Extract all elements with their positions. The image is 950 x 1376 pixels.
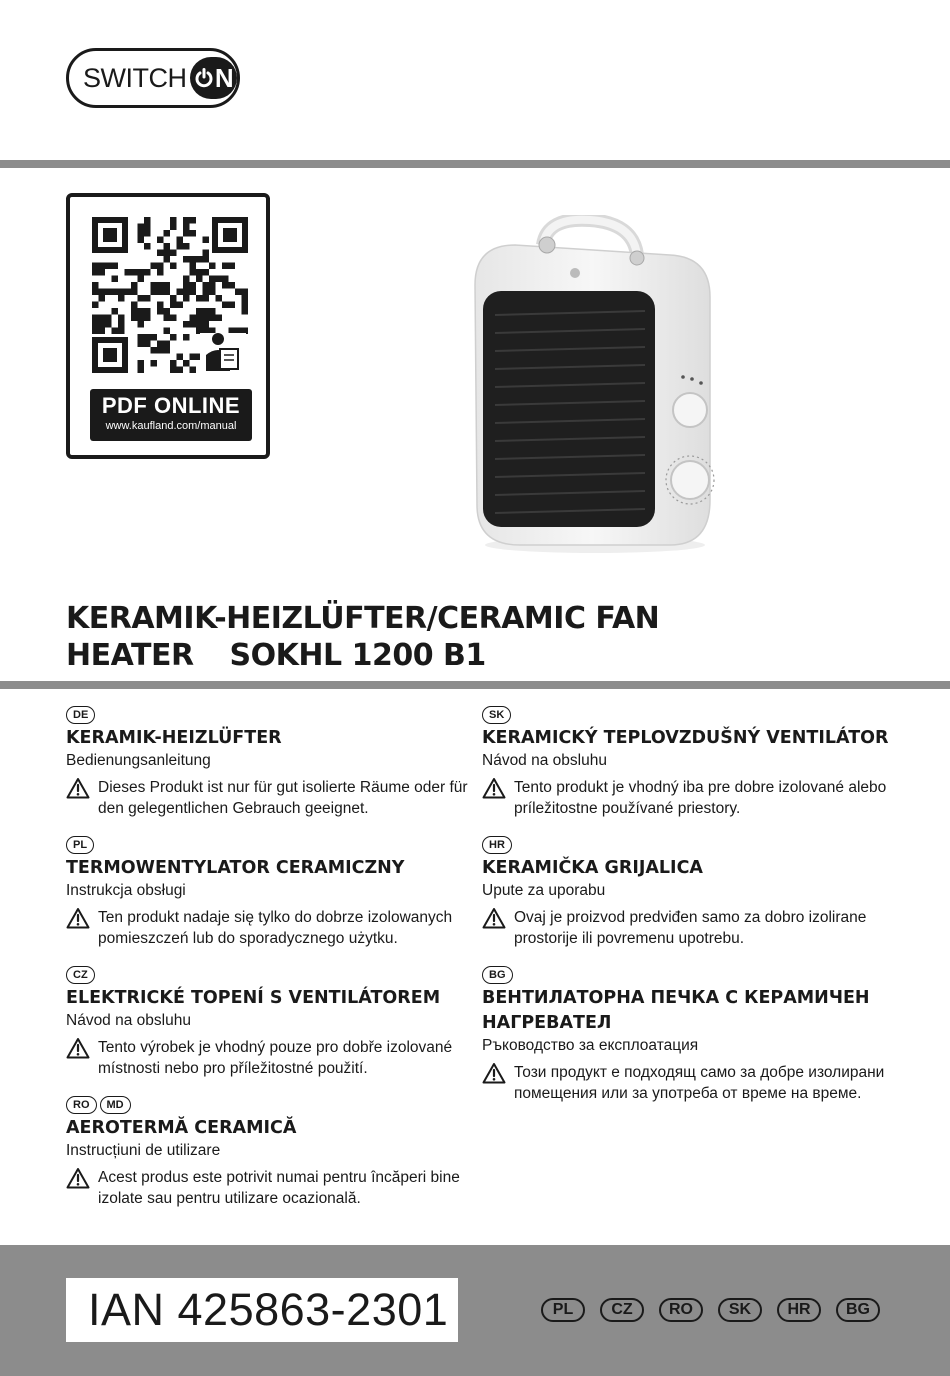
qr-module — [183, 256, 190, 263]
qr-module — [118, 321, 125, 328]
section-subtitle: Návod na obsluhu — [482, 752, 607, 769]
right-column — [482, 703, 892, 1118]
qr-module — [222, 263, 229, 270]
qr-module — [92, 315, 99, 322]
qr-module — [138, 230, 145, 237]
warning-icon — [66, 777, 90, 799]
qr-module — [164, 328, 171, 335]
qr-module — [151, 334, 158, 341]
qr-module — [112, 289, 119, 296]
qr-module — [151, 282, 158, 289]
qr-module — [157, 250, 164, 257]
language-tag: MD — [100, 1096, 131, 1114]
title-line-2 — [66, 637, 766, 674]
warning-text: Ovaj je proizvod predviđen samo za dobro izolirane prostorije ili povremenu upotrebu. — [514, 909, 867, 947]
qr-module — [190, 230, 197, 237]
qr-module — [138, 237, 145, 244]
qr-module — [138, 341, 145, 348]
mid-divider-band — [0, 681, 950, 689]
footer-language-tag: SK — [718, 1298, 762, 1322]
qr-module — [138, 315, 145, 322]
qr-module — [125, 269, 132, 276]
qr-module — [196, 315, 203, 322]
qr-module — [190, 367, 197, 374]
language-section — [66, 833, 476, 949]
qr-module — [144, 217, 151, 224]
qr-module — [242, 302, 249, 309]
qr-module — [144, 224, 151, 231]
section-title: KERAMIČKA GRIJALICA — [482, 858, 703, 878]
warning-note — [66, 1167, 476, 1209]
language-tags — [66, 833, 476, 854]
pdf-online-badge[interactable] — [90, 389, 252, 441]
qr-module — [157, 282, 164, 289]
qr-module — [118, 295, 125, 302]
section-subtitle: Návod na obsluhu — [66, 1012, 191, 1029]
footer-language-tags — [541, 1298, 895, 1322]
qr-module — [170, 315, 177, 322]
qr-module — [157, 308, 164, 315]
qr-module — [164, 315, 171, 322]
qr-module — [138, 295, 145, 302]
ian-box — [66, 1278, 458, 1342]
language-section — [482, 963, 892, 1104]
footer-language-tag: RO — [659, 1298, 703, 1322]
qr-module — [138, 224, 145, 231]
qr-module — [157, 302, 164, 309]
qr-module — [157, 237, 164, 244]
language-tags — [482, 963, 892, 984]
warning-note — [66, 777, 476, 819]
qr-module — [229, 282, 236, 289]
warning-icon — [66, 907, 90, 929]
qr-module — [183, 289, 190, 296]
qr-module — [92, 269, 99, 276]
section-subtitle: Ръководство за експлоатация — [482, 1037, 699, 1054]
qr-module — [190, 263, 197, 270]
qr-module — [138, 269, 145, 276]
warning-text: Този продукт е подходящ само за добре изолирани помещения или за употреба от време на време. — [514, 1064, 885, 1102]
qr-module — [170, 295, 177, 302]
title-line-1: KERAMIK-HEIZLÜFTER/CERAMIC FAN — [66, 601, 660, 636]
qr-module — [203, 237, 210, 244]
footer-language-tag: PL — [541, 1298, 585, 1322]
qr-module — [190, 289, 197, 296]
qr-module — [138, 367, 145, 374]
qr-module — [151, 263, 158, 270]
footer-language-tag: BG — [836, 1298, 880, 1322]
qr-module — [222, 276, 229, 283]
qr-module — [131, 315, 138, 322]
qr-module — [144, 243, 151, 250]
qr-module — [209, 289, 216, 296]
qr-module — [203, 308, 210, 315]
qr-module — [99, 269, 106, 276]
qr-module — [222, 302, 229, 309]
qr-module — [105, 263, 112, 270]
qr-module — [112, 263, 119, 270]
warning-text: Acest produs este potrivit numai pentru încăperi bine izolate sau pentru utilizare ocazională. — [98, 1169, 460, 1207]
qr-module — [157, 269, 164, 276]
warning-note — [482, 777, 892, 819]
qr-module — [229, 302, 236, 309]
qr-module — [144, 334, 151, 341]
footer-language-tag: CZ — [600, 1298, 644, 1322]
qr-module — [177, 237, 184, 244]
qr-module — [99, 295, 106, 302]
qr-module — [164, 308, 171, 315]
qr-module — [190, 321, 197, 328]
warning-icon — [482, 907, 506, 929]
qr-module — [99, 315, 106, 322]
qr-module — [183, 360, 190, 367]
qr-module — [112, 328, 119, 335]
pdf-online-url[interactable]: www.kaufland.com/manual — [105, 420, 237, 432]
qr-module — [196, 308, 203, 315]
qr-module — [138, 360, 145, 367]
section-title: KERAMICKÝ TEPLOVZDUŠNÝ VENTILÁTOR — [482, 728, 889, 748]
qr-module — [164, 243, 171, 250]
qr-module — [105, 321, 112, 328]
qr-module — [177, 354, 184, 361]
qr-module — [164, 250, 171, 257]
section-title: KERAMIK-HEIZLÜFTER — [66, 728, 282, 748]
qr-module — [118, 315, 125, 322]
qr-module — [190, 354, 197, 361]
qr-module — [242, 308, 249, 315]
qr-module — [242, 295, 249, 302]
language-tag: DE — [66, 706, 95, 724]
warning-icon — [66, 1167, 90, 1189]
qr-module — [164, 230, 171, 237]
qr-module — [209, 315, 216, 322]
language-section — [482, 703, 892, 819]
language-tag: HR — [482, 836, 512, 854]
language-tags — [482, 703, 892, 724]
qr-module — [92, 328, 99, 335]
language-tags — [66, 1093, 476, 1114]
qr-module — [242, 289, 249, 296]
qr-module — [170, 217, 177, 224]
qr-module — [170, 263, 177, 270]
top-divider-band — [0, 160, 950, 168]
qr-module — [216, 276, 223, 283]
qr-module — [203, 315, 210, 322]
qr-module — [151, 360, 158, 367]
brand-logo — [66, 48, 240, 108]
qr-module — [144, 230, 151, 237]
language-tags — [66, 963, 476, 984]
document-title — [66, 600, 766, 674]
qr-module — [131, 308, 138, 315]
footer-language-tag: HR — [777, 1298, 821, 1322]
qr-module — [112, 308, 119, 315]
left-column — [66, 703, 476, 1223]
qr-module — [190, 282, 197, 289]
qr-module — [131, 302, 138, 309]
qr-module — [190, 315, 197, 322]
qr-code[interactable] — [90, 215, 250, 375]
qr-module — [157, 347, 164, 354]
qr-module — [203, 269, 210, 276]
qr-module — [157, 263, 164, 270]
qr-module — [125, 289, 132, 296]
qr-module — [144, 295, 151, 302]
language-tags — [66, 703, 476, 724]
qr-module — [203, 256, 210, 263]
qr-module — [203, 282, 210, 289]
qr-module — [203, 295, 210, 302]
warning-note — [482, 1062, 892, 1104]
qr-module — [105, 289, 112, 296]
qr-module — [196, 295, 203, 302]
qr-module — [203, 321, 210, 328]
qr-module — [138, 321, 145, 328]
qr-module — [190, 217, 197, 224]
warning-text: Dieses Produkt ist nur für gut isolierte Räume oder für den gelegentlichen Gebrauch geeignet. — [98, 779, 468, 817]
qr-module — [177, 289, 184, 296]
qr-module — [131, 269, 138, 276]
logo-text: SWITCH — [83, 62, 187, 93]
qr-module — [131, 282, 138, 289]
section-subtitle: Upute za uporabu — [482, 882, 606, 899]
qr-module — [105, 315, 112, 322]
qr-module — [99, 289, 106, 296]
qr-module — [99, 321, 106, 328]
qr-module — [209, 282, 216, 289]
qr-module — [183, 334, 190, 341]
fan-heater-image — [455, 215, 725, 555]
footer-band — [0, 1245, 950, 1376]
section-title: ВЕНТИЛАТОРНА ПЕЧКА С КЕРАМИЧЕН НАГРЕВАТЕЛ — [482, 988, 870, 1033]
language-tag: RO — [66, 1096, 97, 1114]
qr-module — [144, 341, 151, 348]
section-title: AEROTERMĂ CERAMICĂ — [66, 1118, 297, 1138]
qr-module — [177, 302, 184, 309]
qr-module — [216, 315, 223, 322]
language-tag: PL — [66, 836, 94, 854]
warning-note — [66, 907, 476, 949]
qr-module — [183, 295, 190, 302]
warning-text: Tento výrobek je vhodný pouze pro dobře izolované místnosti nebo pro příležitostné použití. — [98, 1039, 453, 1077]
qr-module — [170, 367, 177, 374]
section-subtitle: Bedienungsanleitung — [66, 752, 211, 769]
warning-text: Tento produkt je vhodný iba pre dobre izolované alebo príležitostne používané priestory. — [514, 779, 887, 817]
title-heater: HEATER — [66, 638, 194, 673]
qr-module — [196, 256, 203, 263]
qr-module — [144, 269, 151, 276]
qr-module — [157, 341, 164, 348]
qr-module — [209, 263, 216, 270]
qr-module — [164, 341, 171, 348]
section-subtitle: Instrucțiuni de utilizare — [66, 1142, 221, 1159]
qr-module — [112, 276, 119, 283]
qr-module — [92, 289, 99, 296]
qr-module — [144, 308, 151, 315]
qr-module — [144, 315, 151, 322]
qr-module — [170, 360, 177, 367]
qr-module — [170, 334, 177, 341]
title-model: SOKHL 1200 B1 — [229, 638, 486, 673]
qr-module — [99, 263, 106, 270]
qr-card[interactable] — [66, 193, 270, 459]
qr-module — [118, 328, 125, 335]
qr-module — [92, 321, 99, 328]
qr-module — [170, 302, 177, 309]
reader-icon — [200, 333, 246, 373]
qr-module — [99, 328, 106, 335]
ian-number: IAN 425863-2301 — [88, 1284, 449, 1335]
qr-module — [196, 321, 203, 328]
qr-module — [183, 276, 190, 283]
qr-module — [229, 263, 236, 270]
warning-text: Ten produkt nadaje się tylko do dobrze izolowanych pomieszczeń lub do sporadycznego użytku. — [98, 909, 453, 947]
qr-module — [164, 256, 171, 263]
language-section — [482, 833, 892, 949]
qr-module — [92, 302, 99, 309]
qr-module — [138, 308, 145, 315]
language-tag: SK — [482, 706, 511, 724]
language-section — [66, 703, 476, 819]
warning-note — [482, 907, 892, 949]
qr-module — [196, 276, 203, 283]
qr-module — [203, 289, 210, 296]
warning-icon — [482, 1062, 506, 1084]
logo-on-badge — [190, 57, 237, 99]
qr-module — [138, 276, 145, 283]
qr-module — [138, 334, 145, 341]
qr-module — [131, 289, 138, 296]
qr-module — [183, 224, 190, 231]
power-icon — [194, 68, 214, 88]
language-tag: CZ — [66, 966, 95, 984]
qr-module — [216, 295, 223, 302]
qr-module — [222, 282, 229, 289]
qr-module — [183, 217, 190, 224]
language-tag: BG — [482, 966, 513, 984]
section-subtitle: Instrukcja obsługi — [66, 882, 186, 899]
qr-module — [118, 289, 125, 296]
logo-on-letter: N — [214, 62, 234, 93]
qr-module — [164, 282, 171, 289]
language-section — [66, 963, 476, 1079]
language-tags — [482, 833, 892, 854]
qr-module — [151, 347, 158, 354]
language-section — [66, 1093, 476, 1209]
qr-module — [177, 367, 184, 374]
qr-module — [183, 282, 190, 289]
qr-module — [183, 243, 190, 250]
qr-module — [164, 289, 171, 296]
warning-note — [66, 1037, 476, 1079]
qr-module — [157, 289, 164, 296]
qr-module — [164, 347, 171, 354]
qr-module — [209, 276, 216, 283]
qr-module — [92, 263, 99, 270]
qr-module — [190, 256, 197, 263]
section-title: TERMOWENTYLATOR CERAMICZNY — [66, 858, 405, 878]
qr-module — [170, 224, 177, 231]
qr-module — [183, 230, 190, 237]
warning-icon — [66, 1037, 90, 1059]
qr-module — [177, 243, 184, 250]
qr-module — [209, 308, 216, 315]
qr-module — [170, 250, 177, 257]
qr-module — [196, 269, 203, 276]
section-title: ELEKTRICKÉ TOPENÍ S VENTILÁTOREM — [66, 988, 441, 1008]
qr-module — [183, 321, 190, 328]
qr-module — [92, 282, 99, 289]
qr-module — [151, 289, 158, 296]
qr-module — [190, 269, 197, 276]
qr-module — [203, 250, 210, 257]
pdf-online-title: PDF ONLINE — [101, 393, 241, 418]
qr-module — [235, 289, 242, 296]
warning-icon — [482, 777, 506, 799]
